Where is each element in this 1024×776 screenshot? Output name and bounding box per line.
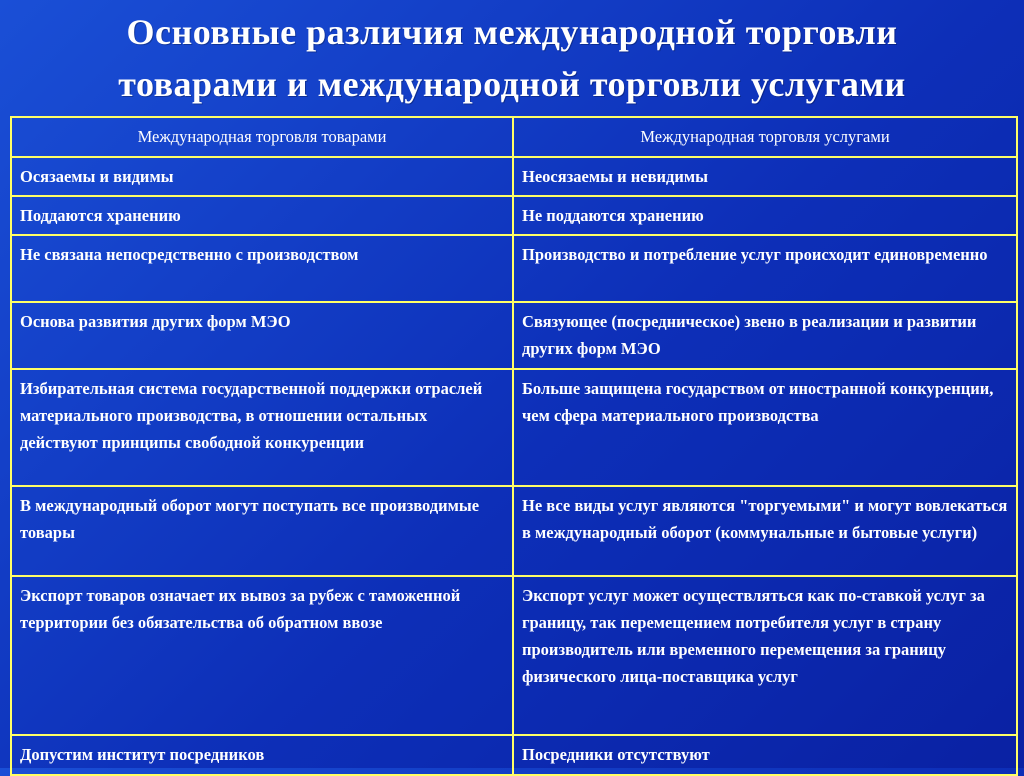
cell-services: Не поддаются хранению [513, 196, 1017, 235]
cell-goods: Допустим институт посредников [11, 735, 513, 775]
cell-services: Не все виды услуг являются "торгуемыми" и могут вовлекаться в международный оборот (коммунальные и бытовые услуги) [513, 486, 1017, 576]
table-row [11, 369, 1017, 486]
cell-services: Посредники отсутствуют [513, 735, 1017, 775]
slide-title-line-2: товарами и международной торговли услугами [118, 64, 906, 104]
table-row [11, 576, 1017, 735]
cell-goods: Поддаются хранению [11, 196, 513, 235]
header-goods: Международная торговля товарами [11, 117, 513, 157]
table-row [11, 735, 1017, 775]
cell-services: Экспорт услуг может осуществляться как по-ставкой услуг за границу, так перемещением потребителя услуг в страну производитель или временного перемещения за границу физического лица-поставщика услуг [513, 576, 1017, 735]
table-header-row [11, 117, 1017, 157]
table-row [11, 486, 1017, 576]
cell-services: Неосязаемы и невидимы [513, 157, 1017, 196]
table-row [11, 302, 1017, 369]
cell-goods: Основа развития других форм МЭО [11, 302, 513, 369]
cell-services: Связующее (посредническое) звено в реализации и развитии других форм МЭО [513, 302, 1017, 369]
cell-services: Производство и потребление услуг происходит единовременно [513, 235, 1017, 302]
slide-title [0, 6, 1024, 110]
comparison-table [10, 116, 1018, 776]
cell-goods: Экспорт товаров означает их вывоз за рубеж с таможенной территории без обязательства об обратном ввозе [11, 576, 513, 735]
slide-title-line-1: Основные различия международной торговли [126, 12, 898, 52]
header-services: Международная торговля услугами [513, 117, 1017, 157]
table-row [11, 235, 1017, 302]
table-row [11, 157, 1017, 196]
cell-goods: Не связана непосредственно с производством [11, 235, 513, 302]
cell-goods: Избирательная система государственной поддержки отраслей материального производства, в отношении остальных действуют принципы свободной конкуренции [11, 369, 513, 486]
cell-goods: В международный оборот могут поступать все производимые товары [11, 486, 513, 576]
table-row [11, 196, 1017, 235]
cell-goods: Осязаемы и видимы [11, 157, 513, 196]
cell-services: Больше защищена государством от иностранной конкуренции, чем сфера материального производства [513, 369, 1017, 486]
